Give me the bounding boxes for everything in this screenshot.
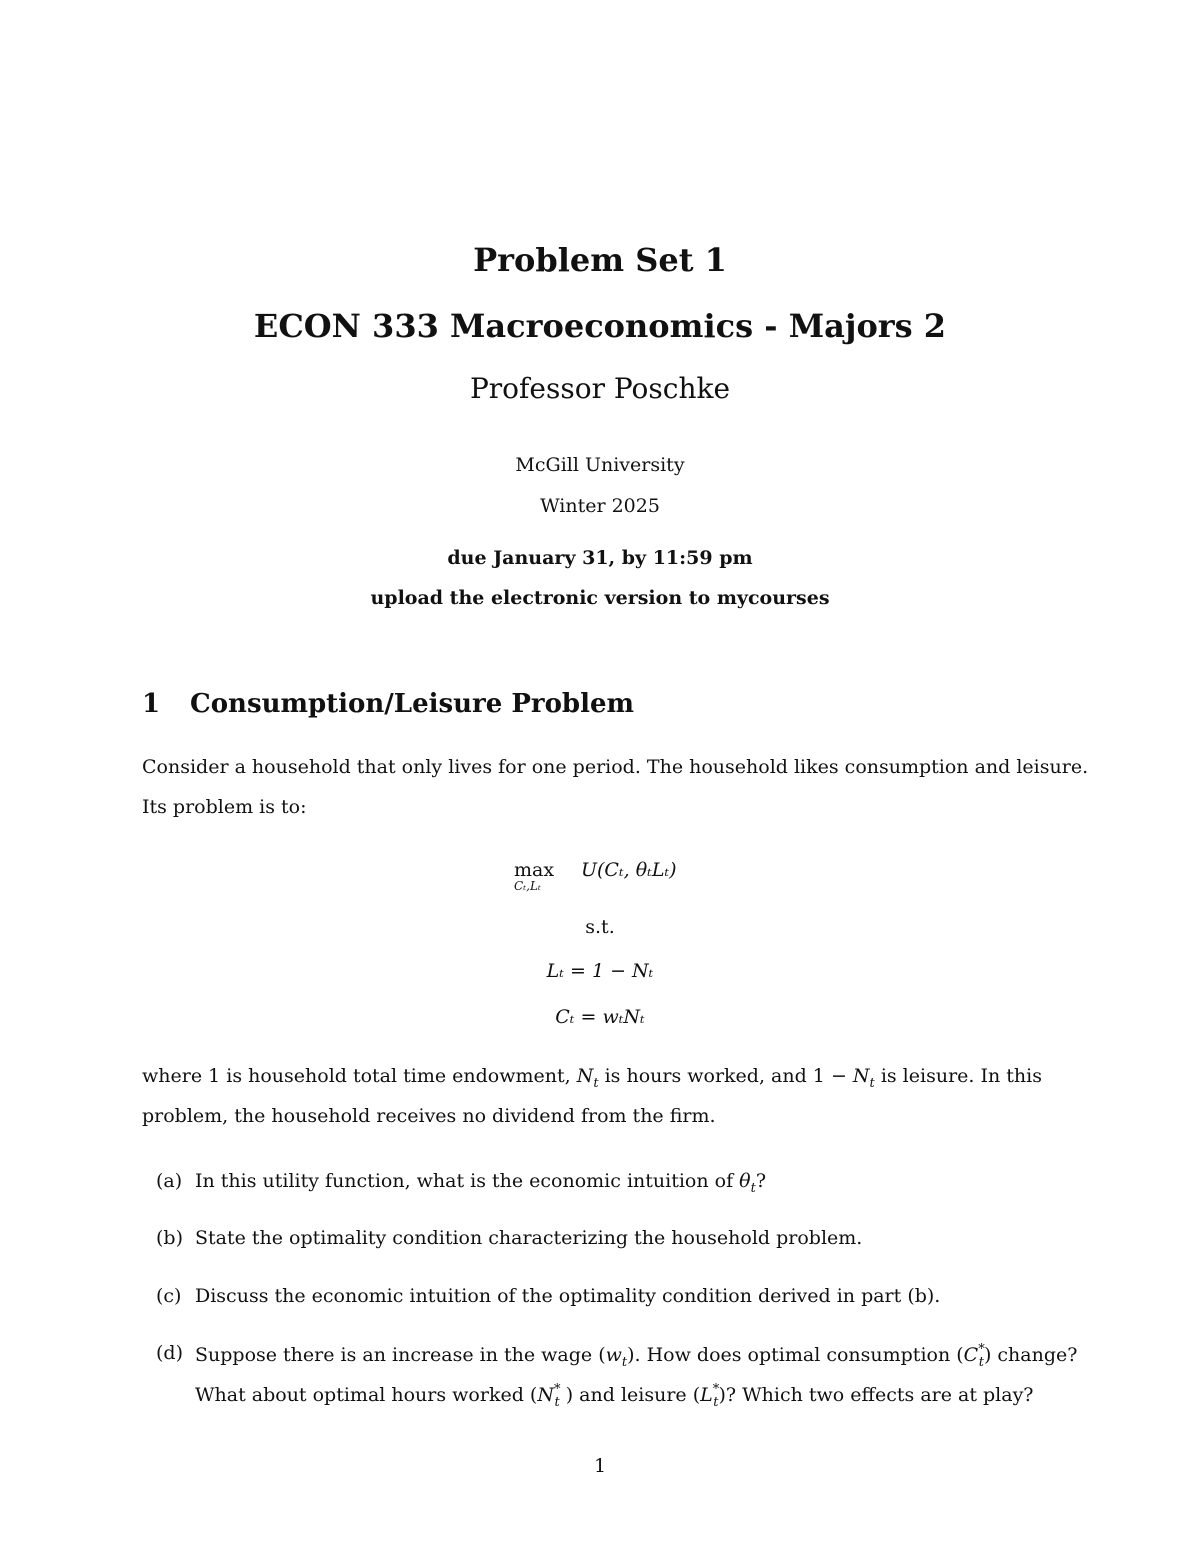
item-d-part-f: )? Which two effects are at play? bbox=[718, 1384, 1034, 1406]
subject-to: s.t. bbox=[585, 916, 615, 938]
explanation-part-b: is hours worked, and 1 − bbox=[604, 1065, 847, 1087]
objective-function: U(Cₜ, θₜLₜ) bbox=[581, 859, 677, 881]
hours-star-symbol: $N^*_t$ bbox=[537, 1382, 561, 1410]
item-d-line-1 bbox=[195, 1342, 1077, 1370]
due-date: due January 31, by 11:59 pm bbox=[447, 547, 753, 569]
item-b-text: State the optimality condition characterizing the household problem. bbox=[195, 1227, 863, 1249]
section-title: Consumption/Leisure Problem bbox=[190, 689, 635, 719]
hours-symbol: $N_t$ bbox=[576, 1065, 599, 1091]
item-a-text: In this utility function, what is the economic intuition of $\theta_t$? bbox=[195, 1170, 767, 1196]
item-d-part-a: Suppose there is an increase in the wage ( bbox=[195, 1344, 606, 1366]
course-title: ECON 333 Macroeconomics - Majors 2 bbox=[253, 307, 947, 345]
theta-symbol: $\theta_t$ bbox=[739, 1170, 756, 1196]
item-d-part-c: ) change? bbox=[983, 1344, 1078, 1366]
consumption-star-symbol: $C^*_t$ bbox=[963, 1342, 985, 1370]
hours-symbol-2: $N_t$ bbox=[852, 1065, 875, 1091]
item-d-line-2 bbox=[195, 1382, 1034, 1410]
wage-symbol: $w_t$ bbox=[605, 1344, 628, 1370]
intro-line-1: Consider a household that only lives for one period. The household likes consumption and leisure. bbox=[142, 756, 1089, 778]
upload-instructions: upload the electronic version to mycourses bbox=[370, 587, 830, 609]
budget-constraint: Cₜ = wₜNₜ bbox=[555, 1006, 645, 1028]
item-c-label: (c) bbox=[156, 1285, 182, 1307]
page-title: Problem Set 1 bbox=[473, 241, 727, 279]
item-b-label: (b) bbox=[156, 1227, 183, 1249]
leisure-star-symbol: $L^*_t$ bbox=[700, 1382, 720, 1410]
item-d-part-b: ). How does optimal consumption ( bbox=[627, 1344, 964, 1366]
item-a-label: (a) bbox=[156, 1170, 183, 1192]
max-subscript: Cₜ,Lₜ bbox=[514, 879, 541, 893]
explanation-part-c: is leisure. In this bbox=[880, 1065, 1042, 1087]
term: Winter 2025 bbox=[540, 495, 660, 517]
section-number: 1 bbox=[142, 689, 161, 719]
intro-line-2: Its problem is to: bbox=[142, 796, 307, 818]
item-c-text: Discuss the economic intuition of the optimality condition derived in part (b). bbox=[195, 1285, 941, 1307]
explanation-part-a: where 1 is household total time endowment, bbox=[142, 1065, 571, 1087]
explanation-line-2: problem, the household receives no dividend from the firm. bbox=[142, 1105, 716, 1127]
professor-name: Professor Poschke bbox=[469, 372, 731, 405]
page-number: 1 bbox=[593, 1455, 607, 1477]
max-operator: max bbox=[514, 859, 555, 881]
university: McGill University bbox=[515, 454, 685, 476]
item-a-question: In this utility function, what is the economic intuition of bbox=[195, 1170, 734, 1192]
time-constraint: Lₜ = 1 − Nₜ bbox=[546, 960, 654, 982]
explanation-line-1 bbox=[142, 1067, 1042, 1090]
item-d-label: (d) bbox=[156, 1342, 183, 1364]
item-d-part-d: What about optimal hours worked ( bbox=[195, 1384, 538, 1406]
item-d-part-e: ) and leisure ( bbox=[565, 1384, 701, 1406]
